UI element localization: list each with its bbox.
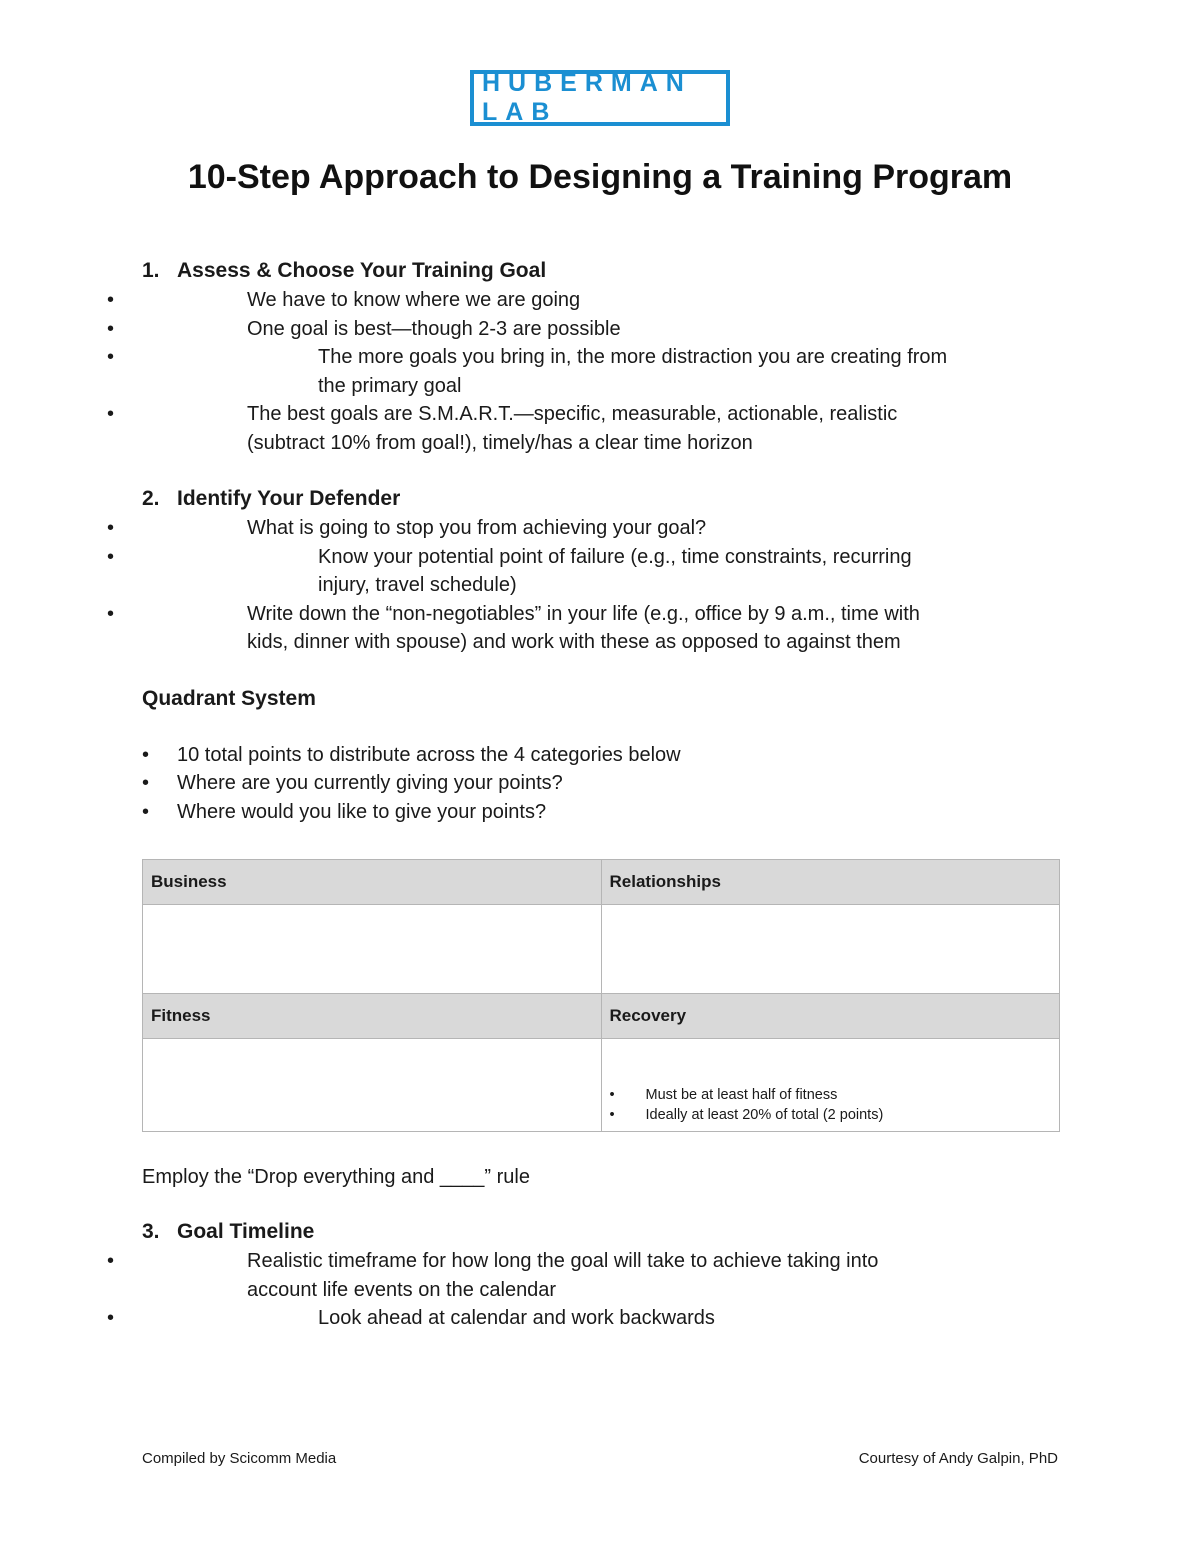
list-item-line: the primary goal — [318, 374, 462, 397]
step-3 — [142, 1217, 1062, 1333]
step-2-heading — [142, 484, 1062, 514]
cell-relationships-header: Relationships — [601, 860, 1060, 905]
step-title: Goal Timeline — [177, 1220, 315, 1243]
page-title: 10-Step Approach to Designing a Training Program — [187, 158, 1013, 196]
step-number: 3. — [142, 1220, 160, 1243]
step-number: 1. — [142, 259, 160, 282]
list-item-line: (subtract 10% from goal!), timely/has a clear time horizon — [247, 431, 753, 454]
cell-business-header: Business — [143, 860, 602, 905]
list-item-line: Realistic timeframe for how long the goal will take to achieve taking into — [247, 1250, 879, 1272]
list-item — [142, 343, 1062, 400]
list-item-line: Write down the “non-negotiables” in your life (e.g., office by 9 a.m., time with — [247, 602, 920, 625]
cell-recovery-header: Recovery — [601, 994, 1060, 1039]
cell-recovery-body[interactable] — [601, 1039, 1060, 1132]
quadrant-table — [142, 859, 1060, 1132]
cell-business-body[interactable] — [143, 905, 602, 994]
cell-relationships-body[interactable] — [601, 905, 1060, 994]
list-item-line: injury, travel schedule) — [318, 574, 517, 596]
list-item: • What is going to stop you from achieving your goal? — [142, 514, 1062, 543]
cell-fitness-body[interactable] — [143, 1039, 602, 1132]
list-item: • Must be at least half of fitness — [609, 1087, 838, 1103]
list-item-line: account life events on the calendar — [247, 1278, 557, 1301]
drop-everything-rule: Employ the “Drop everything and ____” rule — [142, 1166, 530, 1188]
step-3-heading — [142, 1217, 1062, 1247]
cell-fitness-header: Fitness — [143, 994, 602, 1039]
quadrant-heading: Quadrant System — [142, 686, 316, 710]
list-item: • Where are you currently giving your points? — [142, 769, 1062, 798]
step-2 — [142, 484, 1062, 657]
step-1-heading — [142, 256, 1062, 286]
list-item: • One goal is best—though 2-3 are possible — [142, 315, 1062, 344]
list-item: • Ideally at least 20% of total (2 points) — [609, 1107, 884, 1123]
footer-courtesy: Courtesy of Andy Galpin, PhD — [858, 1450, 1058, 1467]
list-item-line: kids, dinner with spouse) and work with these as opposed to against them — [247, 631, 901, 653]
huberman-lab-logo: HUBERMAN LAB — [470, 70, 730, 126]
step-1 — [142, 256, 1062, 457]
document-body — [142, 256, 1062, 1333]
list-item-line: The more goals you bring in, the more distraction you are creating from — [318, 346, 948, 368]
footer-compiled-by: Compiled by Scicomm Media — [142, 1450, 337, 1467]
step-title: Identify Your Defender — [177, 487, 401, 510]
list-item: • 10 total points to distribute across the 4 categories below — [142, 741, 1062, 770]
step-number: 2. — [142, 487, 160, 510]
list-item — [142, 543, 1062, 600]
list-item: • We have to know where we are going — [142, 286, 1062, 315]
recovery-note: Must be at least half of fitness — [645, 1087, 838, 1103]
quadrant-bullets — [142, 741, 1062, 827]
list-item-line: Know your potential point of failure (e.g., time constraints, recurring — [318, 545, 912, 568]
list-item — [142, 1247, 1062, 1304]
list-item — [142, 400, 1062, 457]
list-item: • Where would you like to give your points? — [142, 798, 1062, 827]
list-item — [142, 600, 1062, 657]
step-title: Assess & Choose Your Training Goal — [177, 259, 547, 282]
recovery-notes — [610, 1085, 884, 1125]
recovery-note: Ideally at least 20% of total (2 points) — [645, 1107, 884, 1123]
list-item-line: The best goals are S.M.A.R.T.—specific, measurable, actionable, realistic — [247, 403, 898, 425]
list-item: • Look ahead at calendar and work backwards — [142, 1304, 1062, 1333]
